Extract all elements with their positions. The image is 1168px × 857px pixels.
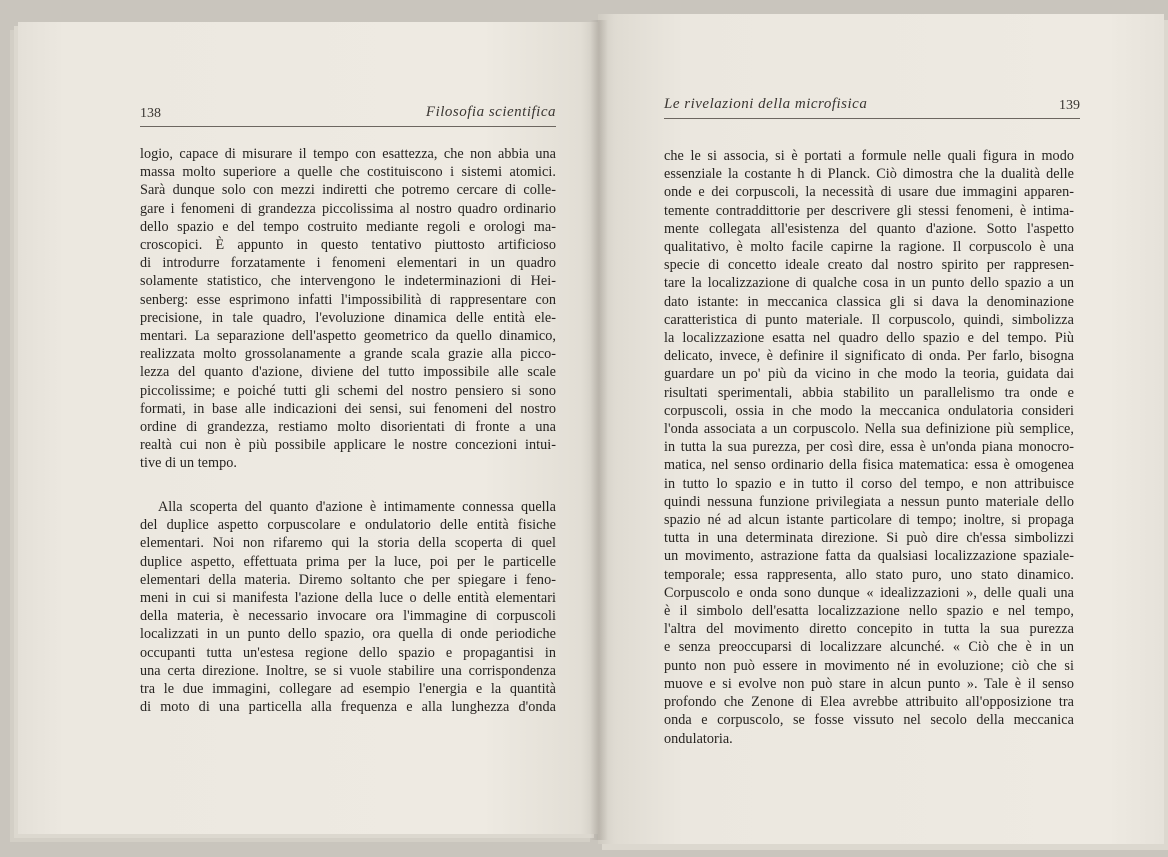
text-line: massa molto superiore a quelle che costituiscono i sistemi atomici.	[140, 164, 556, 181]
text-line: localizzati in un punto dello spazio, ora quella di onde periodiche	[140, 626, 556, 643]
text-line: in tutto lo spazio e in tutto il corso del tempo, e non attribuisce	[664, 475, 1074, 492]
text-line: solamente statistico, che intervengono le indeterminazioni di Hei-	[140, 273, 556, 290]
text-line: del duplice aspetto corpuscolare e ondulatorio delle entità fisiche	[140, 517, 556, 534]
text-line: realtà cui non è più possibile applicare le nostre concezioni intui-	[140, 437, 556, 454]
text-line: meni in cui si manifesta l'azione della luce o delle entità elementari	[140, 590, 556, 607]
text-line: corpuscoli, ossia in che modo la meccanica ondulatoria consideri	[664, 402, 1074, 419]
text-line: logio, capace di misurare il tempo con esattezza, che non abbia una	[140, 146, 556, 162]
text-line: guardare un po' più da vicino in che modo la teoria, guidata dai	[664, 366, 1074, 383]
text-line: tutta in una determinata direzione. Si può dire ch'essa simbolizzi	[664, 530, 1074, 547]
text-line: lezza del quanto d'azione, diviene del tutto impossibile alle scale	[140, 364, 556, 381]
text-line: duplice aspetto, effettuata prima per la luce, poi per le particelle	[140, 553, 556, 570]
text-line: tare la localizzazione di qualche cosa in un punto dello spazio a un	[664, 275, 1074, 292]
left-page-header	[140, 104, 556, 126]
text-line: una certa direzione. Inoltre, se si vuole stabilire una corrispondenza	[140, 662, 556, 679]
text-line: matica, nel senso ordinario della fisica matematica: essa è omogenea	[664, 457, 1074, 474]
book-gutter	[590, 20, 608, 840]
text-line: l'onda associata a un corpuscolo. Nella sua definizione più semplice,	[664, 421, 1074, 438]
text-line: mentari. La separazione dell'aspetto geometrico da quello dinamico,	[140, 328, 556, 345]
text-line: Alla scoperta del quanto d'azione è intimamente connessa quella	[158, 499, 556, 515]
paragraph	[664, 147, 1074, 748]
paragraph	[140, 498, 556, 716]
text-line: quindi nessuna funzione privilegiata a nessun punto materiale dello	[664, 493, 1074, 510]
page-number: 138	[140, 106, 161, 121]
text-line: tra le due immagini, collegare ad esempio l'energia e la quantità	[140, 681, 556, 698]
text-line: senberg: esse esprimono infatti l'impossibilità di rappresentare con	[140, 291, 556, 308]
text-line: temente contraddittorie per descrivere gli stessi fenomeni, è intima-	[664, 202, 1074, 219]
text-line: onde e dei corpuscoli, la necessità di usare due immagini apparen-	[664, 184, 1074, 201]
text-line: delicato, invece, è definire il significato di onda. Per farlo, bisogna	[664, 348, 1074, 365]
text-line: un movimento, astrazione fatta da qualsiasi localizzazione spaziale-	[664, 548, 1074, 565]
text-line: essenziale la costante h di Planck. Ciò dimostra che la dualità delle	[664, 166, 1074, 183]
running-head: Filosofia scientifica	[425, 104, 556, 120]
text-line: ordine di grandezza, restiamo molto disorientati di fronte a una	[140, 419, 556, 436]
header-rule	[140, 126, 556, 127]
running-head: Le rivelazioni della microfisica	[664, 96, 868, 112]
text-line: specie di concetto ideale creato dal nostro spirito per rappresen-	[664, 257, 1074, 274]
text-line: è il simbolo dell'esatta localizzazione nello spazio e nel tempo,	[664, 603, 1074, 620]
text-line: mente collegata all'esistenza del quanto d'azione. Sotto l'aspetto	[664, 220, 1074, 237]
text-line: della materia, è necessario invocare ora l'immagine di corpuscoli	[140, 608, 556, 625]
text-line: caratteristica di punto materiale. Il corpuscolo, quindi, simbolizza	[664, 311, 1074, 328]
right-page-header	[664, 96, 1080, 118]
text-line: occupanti tutta un'estesa regione dello spazio e propagantisi in	[140, 644, 556, 661]
text-line: Corpuscolo e onda sono dunque « idealizzazioni », delle quali una	[664, 584, 1074, 601]
text-line: profondo che Zenone di Elea avrebbe attribuito all'opposizione tra	[664, 694, 1074, 711]
text-line: spazio né ad alcun istante particolare di tempo; inoltre, si propaga	[664, 512, 1074, 529]
text-line: in tutta la sua purezza, per così dire, essa è un'onda piana monocro-	[664, 439, 1074, 456]
text-line: l'altra del movimento diretto concepito in tutta la sua purezza	[664, 621, 1074, 638]
right-page	[598, 14, 1164, 844]
text-line: temporale; essa rappresenta, allo stato puro, uno stato dinamico.	[664, 566, 1074, 583]
text-line: Sarà dunque solo con mezzi indiretti che potremo cercare di colle-	[140, 182, 556, 199]
paragraph	[140, 145, 556, 473]
text-line: dello spazio e del tempo costruito mediante regoli e orologi ma-	[140, 218, 556, 235]
text-line: di moto di una particella alla frequenza e alla lunghezza d'onda	[140, 699, 556, 716]
left-page	[18, 22, 598, 834]
text-line: punto non può essere in movimento né in evoluzione; ciò che si	[664, 657, 1074, 674]
text-line: qualitativo, è molto facile capirne la ragione. Il corpuscolo è una	[664, 239, 1074, 256]
text-line: dato istante: in meccanica classica gli si dava la denominazione	[664, 293, 1074, 310]
text-line: elementari. Noi non rifaremo qui la storia della scoperta di quel	[140, 535, 556, 552]
text-line: precisione, in tale quadro, l'evoluzione dinamica delle entità ele-	[140, 309, 556, 326]
text-line: che le si associa, si è portati a formule nelle quali figura in modo	[664, 148, 1074, 164]
text-line: onda e corpuscolo, se fosse vissuto nel secolo della meccanica	[664, 712, 1074, 729]
text-line: piccolissime; e poiché tutti gli schemi del nostro pensiero si sono	[140, 382, 556, 399]
text-line: croscopici. È appunto in questo tentativo piuttosto artificioso	[140, 237, 556, 254]
text-line: tive di un tempo.	[140, 455, 237, 472]
text-line: la localizzazione esatta nel quadro dello spazio e del tempo. Più	[664, 330, 1074, 347]
text-line: e senza preoccuparsi di localizzare alcunché. « Ciò che è in un	[664, 639, 1074, 656]
text-line: muove e si evolve non può stare in alcun punto ». Tale è il senso	[664, 675, 1074, 692]
header-rule	[664, 118, 1080, 119]
page-number: 139	[1059, 98, 1080, 113]
text-line: ondulatoria.	[664, 730, 733, 747]
text-line: realizzata molto grossolanamente a grande scala grazie alla picco-	[140, 346, 556, 363]
text-line: formati, in base alle indicazioni dei sensi, sui fenomeni del nostro	[140, 400, 556, 417]
text-line: risultati sperimentali, abbia stabilito un parallelismo tra onde e	[664, 384, 1074, 401]
text-line: elementari della materia. Diremo soltanto che per spiegare i feno-	[140, 571, 556, 588]
text-line: gare i fenomeni di grandezza piccolissima al nostro quadro ordinario	[140, 200, 556, 217]
text-line: di introdurre forzatamente i fenomeni elementari in un quadro	[140, 255, 556, 272]
